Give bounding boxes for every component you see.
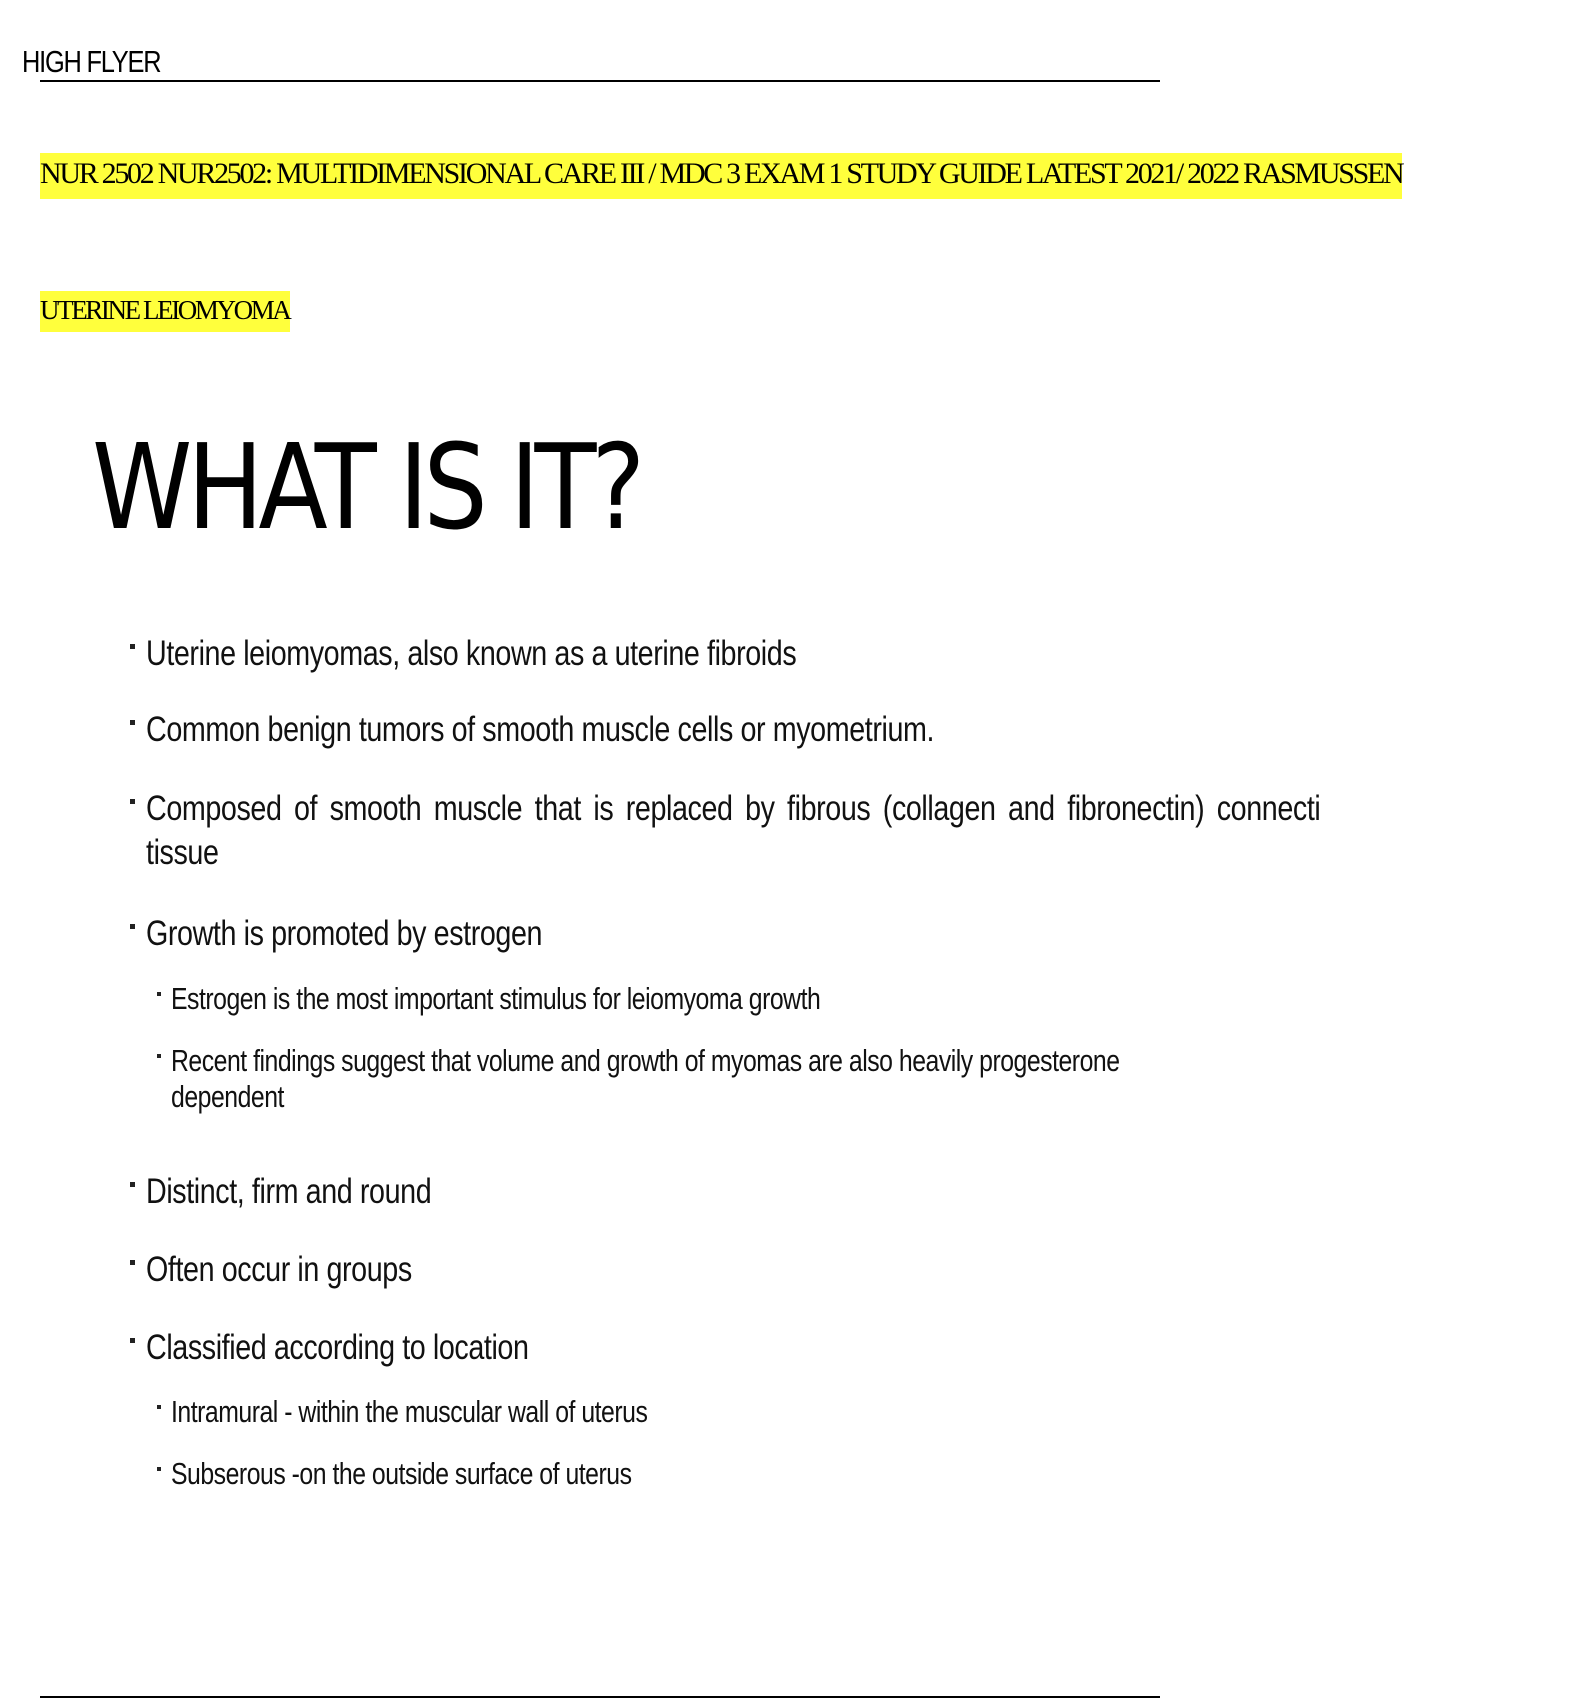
bullet-text: Classified according to location <box>146 1328 529 1367</box>
sub-bullet-text: Estrogen is the most important stimulus for leiomyoma growth <box>171 981 821 1016</box>
topic-title: UTERINE LEIOMYOMA <box>40 291 290 332</box>
bullet-text: Uterine leiomyomas, also known as a uterine fibroids <box>146 634 797 673</box>
bullet-marker <box>130 799 135 804</box>
sub-bullet-item <box>171 981 983 1017</box>
sub-bullet-text-continued: dependent <box>171 1079 284 1114</box>
sub-bullet-item <box>171 1043 1357 1115</box>
bullet-text: Composed of smooth muscle that is replaced by fibrous (collagen and fibronectin) connecti <box>146 789 1321 828</box>
bullet-item <box>146 1324 612 1372</box>
bullet-marker <box>130 1182 135 1187</box>
sub-bullet-text: Subserous -on the outside surface of uterus <box>171 1456 632 1491</box>
bullet-marker <box>130 644 135 649</box>
bullet-item <box>146 630 939 678</box>
bullet-text: Distinct, firm and round <box>146 1172 432 1211</box>
sub-bullet-text: Recent findings suggest that volume and growth of myomas are also heavily progesterone <box>171 1043 1120 1078</box>
bullet-marker <box>130 924 135 929</box>
sub-bullet-marker <box>157 1467 161 1471</box>
bullet-text: Common benign tumors of smooth muscle cells or myometrium. <box>146 710 935 749</box>
header-brand: HIGH FLYER <box>22 44 161 79</box>
bullet-item <box>146 910 629 958</box>
sub-bullet-item <box>171 1456 747 1492</box>
sub-bullet-text: Intramural - within the muscular wall of uterus <box>171 1394 648 1429</box>
bullet-marker <box>130 720 135 725</box>
bullet-item <box>146 785 1578 877</box>
bullet-marker <box>130 1260 135 1265</box>
sub-bullet-marker <box>157 992 161 996</box>
sub-bullet-item <box>171 1394 766 1430</box>
slide-heading: WHAT IS IT? <box>92 418 641 556</box>
footer-rule <box>40 1696 1160 1698</box>
course-title: NUR 2502 NUR2502: MULTIDIMENSIONAL CARE III / MDC 3 EXAM 1 STUDY GUIDE LATEST 2021/ 2022 RASMUSSEN <box>40 153 1402 199</box>
bullet-item <box>146 1168 494 1216</box>
bullet-item <box>146 706 1107 754</box>
bullet-marker <box>130 1338 135 1343</box>
bullet-text: Growth is promoted by estrogen <box>146 914 543 953</box>
bullet-item <box>146 1246 470 1294</box>
sub-bullet-marker <box>157 1405 161 1409</box>
bullet-text-continued: tissue <box>146 833 219 872</box>
bullet-text: Often occur in groups <box>146 1250 412 1289</box>
sub-bullet-marker <box>157 1054 161 1058</box>
